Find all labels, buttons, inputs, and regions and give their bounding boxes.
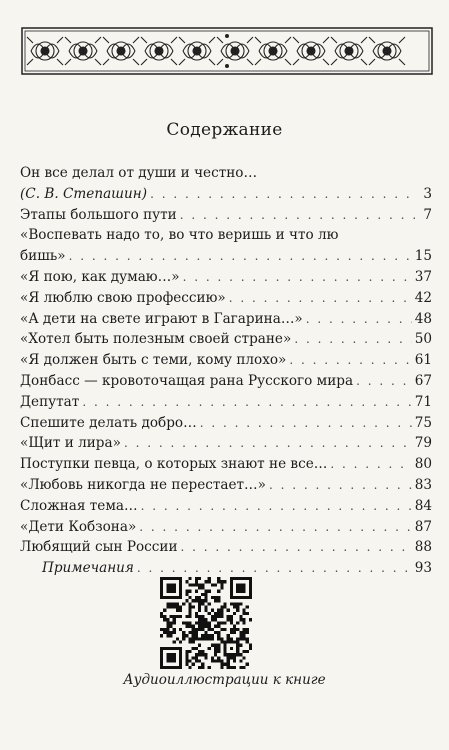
toc-entry-title: «Я люблю свою профессию» (20, 289, 226, 306)
toc-entry-title: «Я должен быть с теми, кому плохо» (20, 352, 287, 369)
toc-entry-title: «Щит и лира» (20, 435, 121, 452)
page-title: Содержание (166, 120, 283, 140)
toc-entry (20, 475, 432, 496)
toc-entry (20, 433, 432, 454)
toc-leader-dots (289, 350, 411, 371)
toc-entry (20, 267, 432, 288)
toc-entry-title: «Любовь никогда не перестает…» (20, 476, 266, 493)
toc-entry-title: Любящий сын России (20, 539, 178, 556)
toc-entry-title: «Дети Кобзона» (20, 518, 137, 535)
toc-leader-dots (82, 392, 411, 413)
toc-entry (20, 205, 432, 226)
toc-entry-page-number: 80 (414, 456, 432, 473)
toc-entry-title: «Я пою, как думаю…» (20, 268, 180, 285)
toc-entry (20, 309, 432, 330)
toc-leader-dots (69, 246, 412, 267)
toc-entry (20, 329, 432, 350)
toc-entry (20, 517, 432, 538)
toc-leader-dots (183, 267, 412, 288)
toc-entry (20, 558, 432, 579)
toc-entry-page-number: 42 (414, 289, 432, 306)
toc-entry-title: (С. В. Степашин) (20, 185, 148, 202)
toc-entry (20, 537, 432, 558)
toc-entry-title: «Хотел быть полезным своей стране» (20, 331, 292, 348)
toc-leader-dots (141, 496, 412, 517)
toc-leader-dots (181, 537, 412, 558)
toc-leader-dots (356, 371, 412, 392)
toc-entry-page-number: 88 (414, 539, 432, 556)
toc-entry-page-number: 75 (414, 414, 432, 431)
toc-entry-page-number: 71 (414, 393, 432, 410)
toc-leader-dots (137, 558, 412, 579)
toc-entry (20, 288, 432, 309)
toc-entry-title: Спешите делать добро… (20, 414, 197, 431)
decorative-ornament-band (21, 27, 433, 75)
toc-entry-title: «Воспевать надо то, во что веришь и что лю (20, 227, 339, 244)
toc-entry-title: Этапы большого пути (20, 206, 177, 223)
toc-entry-title: «А дети на свете играют в Гагарина…» (20, 310, 303, 327)
toc-entry-page-number: 87 (414, 518, 432, 535)
toc-entry (20, 496, 432, 517)
toc-entry-page-number: 15 (414, 248, 432, 265)
toc-leader-dots (150, 184, 415, 205)
toc-entry-page-number: 3 (423, 185, 432, 202)
toc-leader-dots (306, 309, 412, 330)
toc-entry-title: Примечания (42, 560, 134, 577)
qr-code[interactable] (160, 577, 252, 669)
toc-leader-dots (269, 475, 412, 496)
toc-leader-dots (200, 413, 412, 434)
toc-entry-page-number: 37 (414, 268, 432, 285)
toc-entry-page-number: 93 (414, 560, 432, 577)
toc-entry (20, 371, 432, 392)
toc-entry-title: Поступки певца, о которых знают не все… (20, 456, 328, 473)
toc-entry (20, 392, 432, 413)
toc-entry-page-number: 84 (414, 497, 432, 514)
toc-entry (20, 163, 432, 184)
toc-entry-title: Донбасс — кровоточащая рана Русского мира (20, 372, 354, 389)
toc-entry-page-number: 48 (414, 310, 432, 327)
toc-entry-page-number: 67 (414, 372, 432, 389)
toc-leader-dots (294, 329, 411, 350)
toc-entry-title: Депутат (20, 393, 80, 410)
toc-entry (20, 454, 432, 475)
toc-leader-dots (330, 454, 411, 475)
toc-leader-dots (139, 517, 411, 538)
toc-leader-dots (124, 433, 412, 454)
toc-entry-page-number: 7 (423, 206, 432, 223)
toc-entry (20, 246, 432, 267)
toc-entry-title: бишь» (20, 248, 66, 265)
toc-entry-page-number: 50 (414, 331, 432, 348)
toc-entry-title: Он все делал от души и честно… (20, 165, 258, 181)
toc-entry (20, 350, 432, 371)
toc-entry (20, 225, 432, 246)
toc-leader-dots (229, 288, 412, 309)
toc-leader-dots (180, 205, 415, 226)
toc-entry-page-number: 79 (414, 435, 432, 452)
qr-caption: Аудиоиллюстрации к книге (123, 672, 326, 688)
toc-entry (20, 413, 432, 434)
toc-entry-title: Сложная тема… (20, 497, 138, 514)
toc-entry-page-number: 61 (414, 352, 432, 369)
toc-entry (20, 184, 432, 205)
table-of-contents (20, 163, 432, 579)
toc-entry-page-number: 83 (414, 476, 432, 493)
